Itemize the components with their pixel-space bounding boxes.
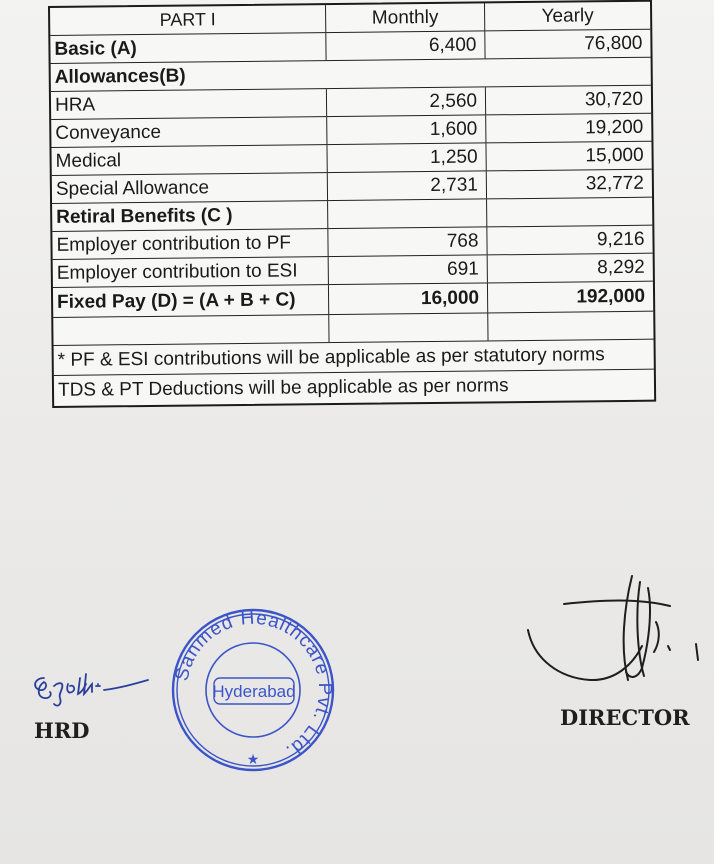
section-heading: Allowances(B) — [54, 65, 186, 88]
row-monthly: 2,560 — [327, 87, 486, 116]
header-part-label: PART I — [50, 5, 326, 35]
empty-cell — [329, 313, 488, 342]
table-note-row — [54, 370, 654, 406]
seal-star-icon: ★ — [246, 752, 260, 768]
empty-cell — [328, 199, 487, 228]
empty-cell — [53, 315, 329, 345]
row-label: Medical — [51, 145, 327, 175]
director-label: DIRECTOR — [560, 705, 690, 730]
row-yearly: 9,216 — [596, 228, 645, 250]
row-label: Fixed Pay (D) = (A + B + C) — [53, 285, 329, 317]
row-yearly: 15,000 — [585, 144, 644, 166]
row-monthly: 6,400 — [326, 31, 485, 60]
director-signature-image — [520, 568, 714, 690]
row-yearly: 8,292 — [597, 256, 645, 278]
salary-breakup-table — [48, 0, 656, 408]
row-label: Special Allowance — [52, 173, 328, 203]
row-monthly: 1,250 — [327, 143, 486, 172]
row-monthly: 768 — [328, 227, 487, 256]
hrd-label: HRD — [34, 718, 90, 743]
row-monthly: 2,731 — [328, 171, 487, 200]
row-label: HRA — [51, 89, 327, 119]
section-heading: Retiral Benefits (C ) — [52, 201, 328, 231]
row-yearly: 30,720 — [584, 88, 644, 110]
row-label: Conveyance — [51, 117, 327, 147]
row-yearly: 32,772 — [585, 172, 644, 194]
row-label: Employer contribution to ESI — [53, 257, 329, 287]
header-yearly: Yearly — [541, 4, 594, 27]
row-label: Employer contribution to PF — [52, 229, 328, 259]
row-monthly: 691 — [329, 255, 488, 284]
empty-cell — [488, 312, 653, 341]
empty-cell — [487, 198, 652, 227]
row-yearly: 192,000 — [576, 285, 646, 307]
row-label: Basic (A) — [50, 33, 326, 63]
deductions-note: TDS & PT Deductions will be applicable as per norms — [57, 375, 509, 401]
hrd-signature-image — [30, 664, 160, 714]
row-monthly: 1,600 — [327, 115, 486, 144]
company-seal-image — [168, 602, 338, 778]
statutory-note: * PF & ESI contributions will be applicable as per statutory norms — [57, 343, 605, 371]
row-yearly: 76,800 — [584, 32, 643, 54]
row-monthly: 16,000 — [329, 283, 488, 314]
seal-ring-text: Sanmed Healthcare Pvt. Ltd. — [171, 607, 336, 763]
row-yearly: 19,200 — [585, 116, 644, 138]
seal-center-text: Hyderabad — [212, 682, 296, 701]
header-monthly: Monthly — [326, 3, 485, 32]
